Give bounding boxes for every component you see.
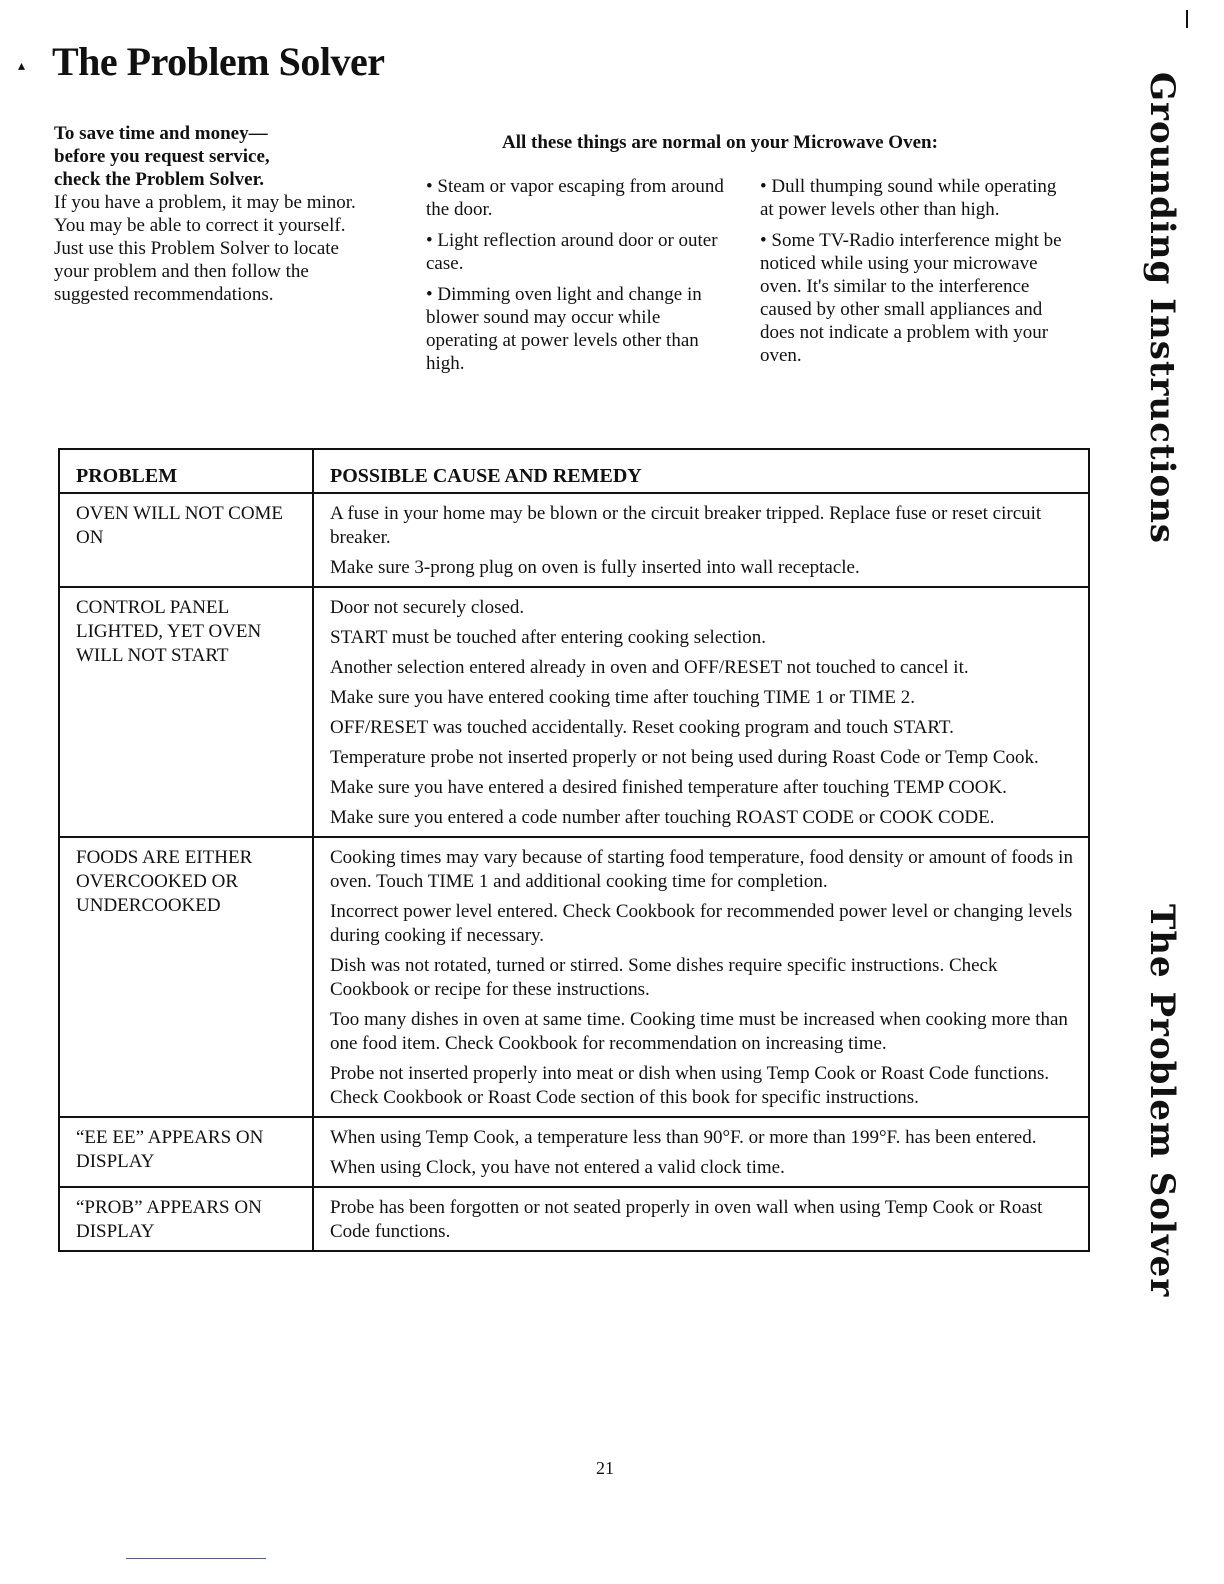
remedy-item: Probe not inserted properly into meat or dish when using Temp Cook or Roast Code functions. Check Cookbook or Roast Code section of this book for specific instructions.	[330, 1063, 1050, 1108]
page-number: 21	[596, 1458, 614, 1478]
remedy-item: OFF/RESET was touched accidentally. Reset cooking program and touch START.	[330, 717, 954, 738]
normal-item: • Light reflection around door or outer case.	[426, 230, 718, 274]
table-row	[59, 493, 1089, 587]
remedy-item: A fuse in your home may be blown or the circuit breaker tripped. Replace fuse or reset circuit breaker.	[330, 503, 1042, 548]
intro-lead-line: check the Problem Solver.	[54, 169, 265, 190]
remedy-cell	[313, 837, 1089, 1117]
remedy-item: Probe has been forgotten or not seated properly in oven wall when using Temp Cook or Roast Code functions.	[330, 1197, 1043, 1242]
remedy-item: When using Clock, you have not entered a valid clock time.	[330, 1157, 785, 1178]
remedy-item: Too many dishes in oven at same time. Cooking time must be increased when cooking more than one food item. Check Cookbook for recommendation on increasing time.	[330, 1009, 1068, 1054]
remedy-item: Make sure 3-prong plug on oven is fully inserted into wall receptacle.	[330, 557, 860, 578]
problem-cell: “PROB” APPEARS ON DISPLAY	[59, 1187, 313, 1251]
title-bullet-mark: ▴	[18, 59, 26, 74]
column-header-remedy: POSSIBLE CAUSE AND REMEDY	[313, 449, 1089, 493]
normal-item: • Dimming oven light and change in blower sound may occur while operating at power levels other than high.	[426, 284, 702, 374]
normal-things-left-column	[426, 175, 736, 383]
remedy-item: Incorrect power level entered. Check Cookbook for recommended power level or changing levels during cooking if necessary.	[330, 901, 1073, 946]
remedy-item: Make sure you entered a code number after touching ROAST CODE or COOK CODE.	[330, 807, 995, 828]
remedy-cell	[313, 1117, 1089, 1187]
remedy-cell	[313, 587, 1089, 837]
problem-cell: “EE EE” APPEARS ON DISPLAY	[59, 1117, 313, 1187]
corner-mark	[1186, 10, 1188, 28]
normal-item: • Dull thumping sound while operating at power levels other than high.	[760, 176, 1057, 220]
footer-divider	[126, 1558, 266, 1559]
remedy-item: START must be touched after entering cooking selection.	[330, 627, 766, 648]
intro-body: If you have a problem, it may be minor. You may be able to correct it yourself. Just use this Problem Solver to locate your problem and then follow the suggested recommendations.	[54, 192, 356, 305]
problem-solver-table	[58, 448, 1090, 1252]
remedy-item: Dish was not rotated, turned or stirred. Some dishes require specific instructions. Check Cookbook or recipe for these instructions.	[330, 955, 998, 1000]
table-header-row	[59, 449, 1089, 493]
remedy-item: Temperature probe not inserted properly or not being used during Roast Code or Temp Cook.	[330, 747, 1039, 768]
intro-block	[54, 122, 364, 306]
side-tab-grounding-instructions: Grounding Instructions	[1142, 72, 1182, 545]
remedy-item: Make sure you have entered cooking time after touching TIME 1 or TIME 2.	[330, 687, 915, 708]
remedy-cell	[313, 1187, 1089, 1251]
normal-item: • Some TV-Radio interference might be noticed while using your microwave oven. It's similar to the interference caused by other small appliances and does not indicate a problem with your oven.	[760, 230, 1062, 366]
column-header-problem: PROBLEM	[59, 449, 313, 493]
table-row	[59, 1187, 1089, 1251]
intro-lead-line: before you request service,	[54, 146, 270, 167]
remedy-cell	[313, 493, 1089, 587]
normal-item: • Steam or vapor escaping from around the door.	[426, 176, 724, 220]
remedy-item: Door not securely closed.	[330, 597, 525, 618]
table-row	[59, 1117, 1089, 1187]
remedy-item: Make sure you have entered a desired finished temperature after touching TEMP COOK.	[330, 777, 1007, 798]
normal-things-heading: All these things are normal on your Microwave Oven:	[502, 132, 938, 153]
table-row	[59, 837, 1089, 1117]
problem-cell: OVEN WILL NOT COME ON	[59, 493, 313, 587]
problem-cell: FOODS ARE EITHER OVERCOOKED OR UNDERCOOKED	[59, 837, 313, 1117]
intro-lead-line: To save time and money—	[54, 123, 268, 144]
side-tab-problem-solver: The Problem Solver	[1142, 904, 1182, 1298]
page-title: The Problem Solver	[52, 39, 385, 84]
normal-things-right-column	[760, 175, 1070, 375]
remedy-item: When using Temp Cook, a temperature less than 90°F. or more than 199°F. has been entered.	[330, 1127, 1037, 1148]
remedy-item: Another selection entered already in oven and OFF/RESET not touched to cancel it.	[330, 657, 969, 678]
remedy-item: Cooking times may vary because of starting food temperature, food density or amount of foods in oven. Touch TIME 1 and additional cooking time for completion.	[330, 847, 1073, 892]
problem-cell: CONTROL PANEL LIGHTED, YET OVEN WILL NOT START	[59, 587, 313, 837]
table-row	[59, 587, 1089, 837]
